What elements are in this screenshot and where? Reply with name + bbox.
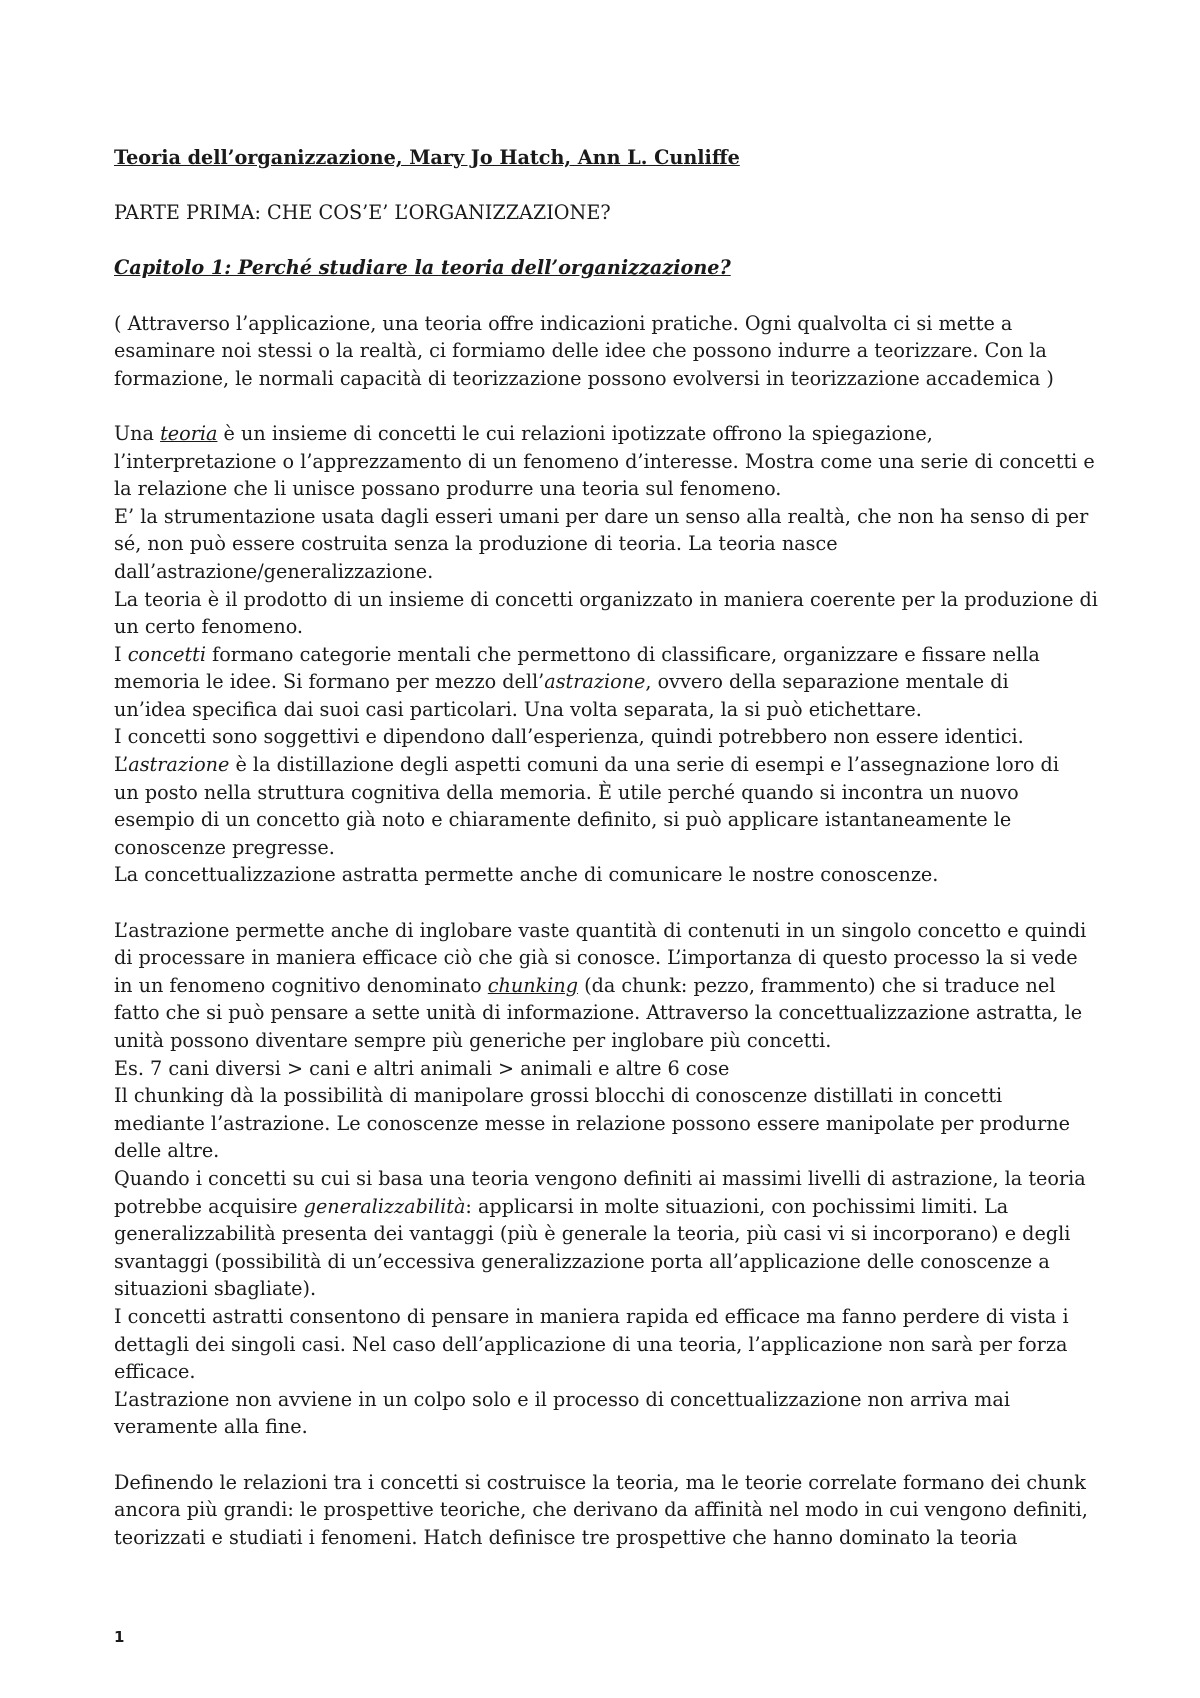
paragraph-line: veramente alla fine. xyxy=(114,1415,308,1439)
paragraph-line: delle altre. xyxy=(114,1139,220,1163)
text-run: : applicarsi in molte situazioni, con pochissimi limiti. La xyxy=(465,1194,1009,1218)
paragraph-line xyxy=(114,420,1094,448)
text-run: memoria le idee. Si formano per mezzo dell’ xyxy=(114,670,545,694)
paragraph-line: dall’astrazione/generalizzazione. xyxy=(114,559,434,583)
paragraph-line xyxy=(114,972,1094,1000)
text-run: I xyxy=(114,642,128,666)
paragraph-line: ancora più grandi: le prospettive teoriche, che derivano da affinità nel modo in cui vengono definiti, xyxy=(114,1498,1088,1522)
paragraph-line: situazioni sbagliate). xyxy=(114,1277,317,1301)
paragraph-line: un’idea specifica dai suoi casi particolari. Una volta separata, la si può etichettare. xyxy=(114,697,922,721)
paragraph-line: la relazione che li unisce possano produrre una teoria sul fenomeno. xyxy=(114,477,782,501)
paragraph-line: esaminare noi stessi o la realtà, ci formiamo delle idee che possono indurre a teorizzare. Con la xyxy=(114,339,1047,363)
document-title: Teoria dell’organizzazione, Mary Jo Hatch, Ann L. Cunliffe xyxy=(114,146,740,169)
paragraph-line: un posto nella struttura cognitiva della memoria. È utile perché quando si incontra un nuovo xyxy=(114,780,1019,804)
part-heading: PARTE PRIMA: CHE COS’E’ L’ORGANIZZAZIONE? xyxy=(114,201,611,225)
paragraph-line: generalizzabilità presenta dei vantaggi (più è generale la teoria, più casi vi si incorporano) e degli xyxy=(114,1222,1071,1246)
chapter-heading: Capitolo 1: Perché studiare la teoria dell’organizzazione? xyxy=(114,256,731,280)
paragraph-line: L’astrazione non avviene in un colpo solo e il processo di concettualizzazione non arriva mai xyxy=(114,1387,1010,1411)
paragraph-line: conoscenze pregresse. xyxy=(114,835,335,859)
paragraph-line: teorizzati e studiati i fenomeni. Hatch definisce tre prospettive che hanno dominato la teoria xyxy=(114,1525,1018,1549)
paragraph-line: I concetti sono soggettivi e dipendono dall’esperienza, quindi potrebbero non essere identici. xyxy=(114,725,1024,749)
page-number: 1 xyxy=(114,1628,125,1646)
paragraph-line: La concettualizzazione astratta permette anche di comunicare le nostre conoscenze. xyxy=(114,863,939,887)
paragraph-line: mediante l’astrazione. Le conoscenze messe in relazione possono essere manipolate per produrne xyxy=(114,1111,1071,1135)
paragraph-line: di processare in maniera efficace ciò che già si conosce. L’importanza di questo processo la si vede xyxy=(114,946,1078,970)
text-run: formano categorie mentali che permettono di classificare, organizzare e fissare nella xyxy=(206,642,1040,666)
paragraph-line: svantaggi (possibilità di un’eccessiva generalizzazione porta all’applicazione delle conoscenze a xyxy=(114,1249,1050,1273)
term-astrazione: astrazione xyxy=(544,670,646,694)
paragraph-line xyxy=(114,751,1094,779)
paragraph-line: L’astrazione permette anche di inglobare vaste quantità di contenuti in un singolo concetto e quindi xyxy=(114,918,1087,942)
text-run: Una xyxy=(114,421,161,445)
spacer xyxy=(114,227,1094,255)
paragraph-line xyxy=(114,641,1094,669)
paragraph-line: unità possono diventare sempre più generiche per inglobare più concetti. xyxy=(114,1029,832,1052)
paragraph-line: formazione, le normali capacità di teorizzazione possono evolversi in teorizzazione accademica ) xyxy=(114,366,1054,390)
text-run: è la distillazione degli aspetti comuni da una serie di esempi e l’assegnazione loro di xyxy=(229,753,1059,777)
term-generalizzabilita: generalizzabilità xyxy=(303,1194,466,1218)
paragraph-line: fatto che si può pensare a sette unità di informazione. Attraverso la concettualizzazione astratta, le xyxy=(114,1001,1083,1025)
example-line: Es. 7 cani diversi > cani e altri animali > animali e altre 6 cose xyxy=(114,1056,730,1080)
text-run: (da chunk: pezzo, frammento) che si traduce nel xyxy=(578,973,1056,997)
term-astrazione: astrazione xyxy=(128,753,230,777)
text-run: L’ xyxy=(114,753,129,777)
paragraph-line: I concetti astratti consentono di pensare in maniera rapida ed efficace ma fanno perdere di vista i xyxy=(114,1304,1069,1328)
text-run: è un insieme di concetti le cui relazioni ipotizzate offrono la spiegazione, xyxy=(217,421,933,445)
spacer xyxy=(114,172,1094,200)
paragraph-line xyxy=(114,1193,1094,1221)
spacer xyxy=(114,282,1094,310)
paragraph-line: E’ la strumentazione usata dagli esseri umani per dare un senso alla realtà, che non ha senso di per xyxy=(114,504,1089,528)
document-body xyxy=(114,144,1098,1551)
term-teoria: teoria xyxy=(160,421,218,445)
paragraph-line: l’interpretazione o l’apprezzamento di un fenomeno d’interesse. Mostra come una serie di concetti e xyxy=(114,449,1095,473)
paragraph-line: efficace. xyxy=(114,1360,196,1384)
paragraph-line: Il chunking dà la possibilità di manipolare grossi blocchi di conoscenze distillati in concetti xyxy=(114,1084,1003,1108)
paragraph-line: dettagli dei singoli casi. Nel caso dell’applicazione di una teoria, l’applicazione non sarà per forza xyxy=(114,1332,1068,1356)
term-chunking: chunking xyxy=(487,973,579,997)
text-run: in un fenomeno cognitivo denominato xyxy=(114,973,488,997)
term-concetti: concetti xyxy=(127,642,207,666)
paragraph-line: esempio di un concetto già noto e chiaramente definito, si può applicare istantaneamente le xyxy=(114,808,1012,832)
spacer xyxy=(114,889,1094,917)
paragraph-line: La teoria è il prodotto di un insieme di concetti organizzato in maniera coerente per la produzione di xyxy=(114,587,1098,611)
text-run: potrebbe acquisire xyxy=(114,1194,304,1218)
text-run: , ovvero della separazione mentale di xyxy=(645,670,1009,694)
paragraph-line: Quando i concetti su cui si basa una teoria vengono definiti ai massimi livelli di astrazione, la teoria xyxy=(114,1166,1086,1190)
paragraph-line: un certo fenomeno. xyxy=(114,615,304,639)
paragraph-line: Definendo le relazioni tra i concetti si costruisce la teoria, ma le teorie correlate formano dei chunk xyxy=(114,1470,1086,1494)
paragraph-line: ( Attraverso l’applicazione, una teoria offre indicazioni pratiche. Ogni qualvolta ci si mette a xyxy=(114,311,1013,335)
paragraph-line: sé, non può essere costruita senza la produzione di teoria. La teoria nasce xyxy=(114,532,838,556)
spacer xyxy=(114,392,1094,420)
spacer xyxy=(114,1441,1094,1469)
paragraph-line xyxy=(114,668,1094,696)
